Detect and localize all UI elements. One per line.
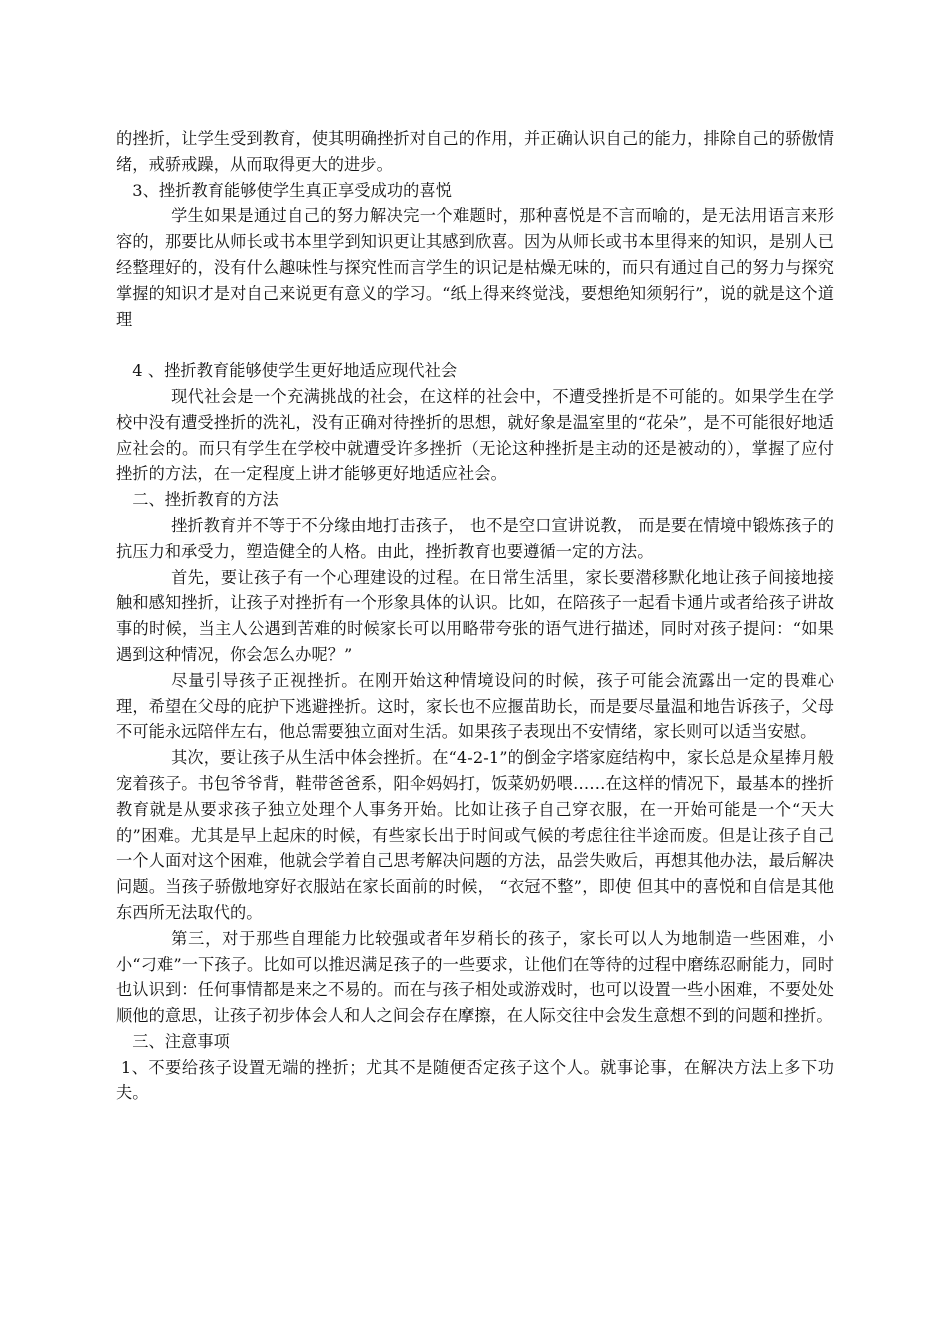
document-page [116,126,834,1106]
paragraph-third-method: 第三，对于那些自理能力比较强或者年岁稍长的孩子，家长可以人为地制造一些困难，小小“刁难”一下孩子。比如可以推迟满足孩子的一些要求，让他们在等待的过程中磨练忍耐能力，同时也认识到：任何事情都是来之不易的。而在与孩子相处或游戏时，也可以设置一些小困难，不要处处顺他的意思，让孩子初步体会人和人之间会存在摩擦，在人际交往中会发生意想不到的问题和挫折。 [116,928,834,1026]
paragraph-note-1: 1、不要给孩子设置无端的挫折；尤其不是随便否定孩子这个人。就事论事，在解决方法上多下功夫。 [116,1057,834,1103]
heading-point-4: 4 、挫折教育能够使学生更好地适应现代社会 [132,361,458,381]
blank-line [116,332,834,358]
section-heading-methods: 二、挫折教育的方法 [132,490,279,510]
paragraph-face-frustration: 尽量引导孩子正视挫折。在刚开始这种情境设问的时候，孩子可能会流露出一定的畏难心理，希望在父母的庇护下逃避挫折。这时，家长也不应揠苗助长，而是要尽量温和地告诉孩子，父母不可能永远陪伴左右，他总需要独立面对生活。如果孩子表现出不安情绪，家长则可以适当安慰。 [116,670,834,742]
paragraph-first-method: 首先，要让孩子有一个心理建设的过程。在日常生活里，家长要潜移默化地让孩子间接地接触和感知挫折，让孩子对挫折有一个形象具体的认识。比如，在陪孩子一起看卡通片或者给孩子讲故事的时候，当主人公遇到苦难的时候家长可以用略带夸张的语气进行描述，同时对孩子提问：“如果遇到这种情况，你会怎么办呢？” [116,567,834,664]
paragraph-point-3-body: 学生如果是通过自己的努力解决完一个难题时，那种喜悦是不言而喻的，是无法用语言来形容的，那要比从师长或书本里学到知识更让其感到欣喜。因为从师长或书本里得来的知识，是别人已经整理好的，没有什么趣味性与探究性而言学生的识记是枯燥无味的，而只有通过自己的努力与探究掌握的知识才是对自己来说更有意义的学习。“纸上得来终觉浅，要想绝知须躬行”，说的就是这个道理 [116,206,834,329]
paragraph-point-4-body: 现代社会是一个充满挑战的社会，在这样的社会中，不遭受挫折是不可能的。如果学生在学校中没有遭受挫折的洗礼，没有正确对待挫折的思想，就好象是温室里的“花朵”，是不可能很好地适应社会的。而只有学生在学校中就遭受许多挫折（无论这种挫折是主动的还是被动的），掌握了应付挫折的方法，在一定程度上讲才能够更好地适应社会。 [116,386,834,484]
heading-point-3: 3、挫折教育能够使学生真正享受成功的喜悦 [132,180,453,200]
paragraph-continuation: 的挫折，让学生受到教育，使其明确挫折对自己的作用，并正确认识自己的能力，排除自己的骄傲情绪，戒骄戒躁，从而取得更大的进步。 [116,129,834,174]
paragraph-methods-intro: 挫折教育并不等于不分缘由地打击孩子， 也不是空口宣讲说教， 而是要在情境中锻炼孩子的抗压力和承受力，塑造健全的人格。由此，挫折教育也要遵循一定的方法。 [116,515,834,561]
section-heading-notes: 三、注意事项 [132,1031,230,1051]
paragraph-second-method: 其次，要让孩子从生活中体会挫折。在“4-2-1”的倒金字塔家庭结构中，家长总是众星捧月般宠着孩子。书包爷爷背，鞋带爸爸系，阳伞妈妈打，饭菜奶奶喂……在这样的情况下，最基本的挫折教育就是从要求孩子独立处理个人事务开始。比如让孩子自己穿衣服，在一开始可能是一个“天大的”困难。尤其是早上起床的时候，有些家长出于时间或气候的考虑往往半途而废。但是让孩子自己一个人面对这个困难，他就会学着自己思考解决问题的方法，品尝失败后，再想其他办法，最后解决问题。当孩子骄傲地穿好衣服站在家长面前的时候， “衣冠不整”，即使 但其中的喜悦和自信是其他东西所无法取代的。 [116,748,834,922]
